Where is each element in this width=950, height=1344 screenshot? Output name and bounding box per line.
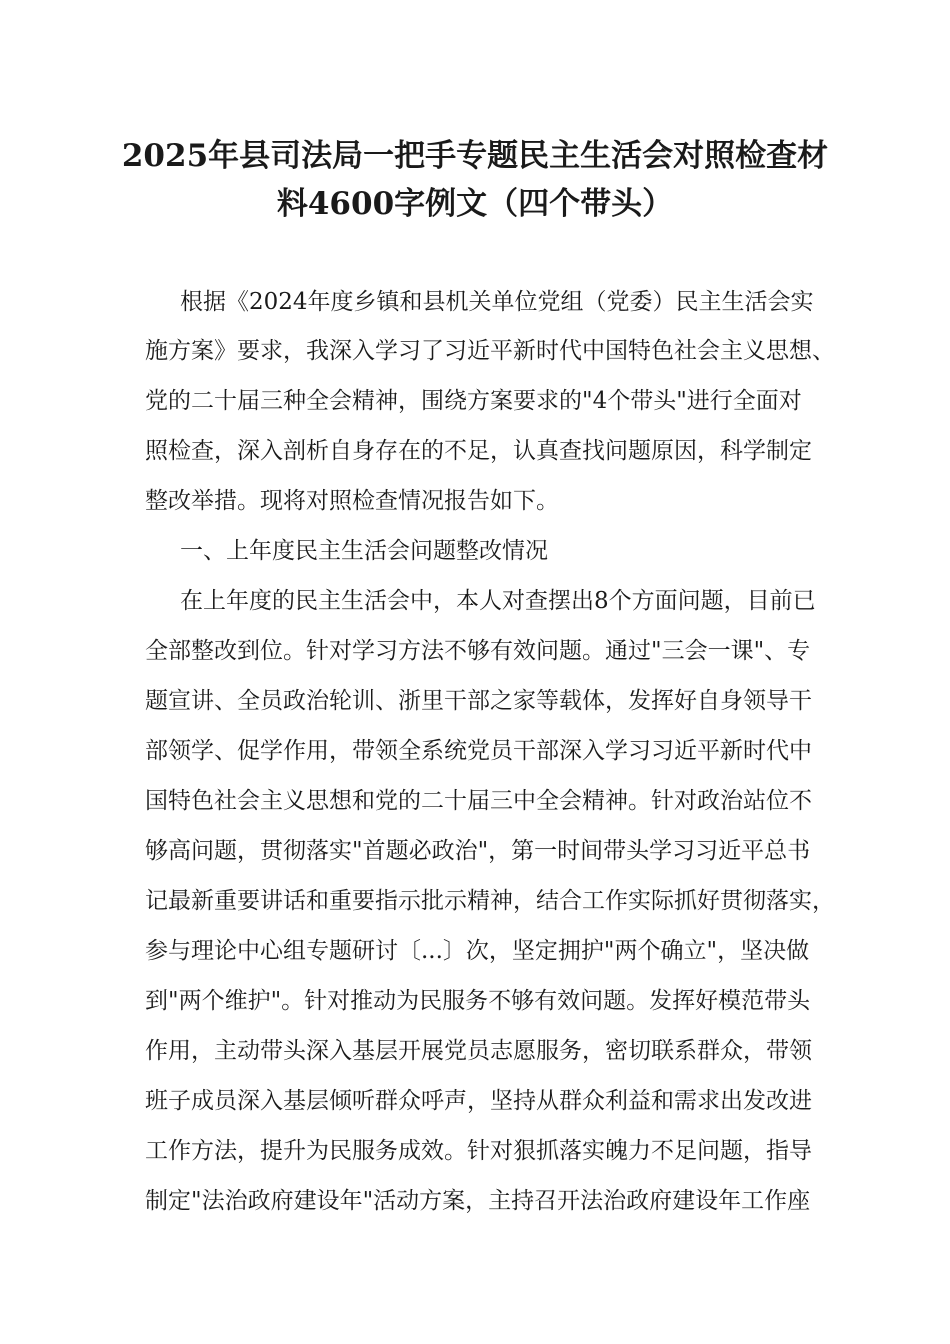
paragraph-line: 国特色社会主义思想和党的二十届三中全会精神。针对政治站位不 (145, 788, 812, 814)
paragraph-line: 够高问题，贯彻落实"首题必政治"，第一时间带头学习习近平总书 (145, 838, 811, 864)
paragraph-line: 参与理论中心组专题研讨〔...〕次，坚定拥护"两个确立"，坚决做 (145, 938, 810, 964)
paragraph-line: 整改举措。现将对照检查情况报告如下。 (145, 488, 559, 514)
paragraph-line: 记最新重要讲话和重要指示批示精神，结合工作实际抓好贯彻落实， (145, 888, 835, 914)
document-title-line-2: 料4600字例文（四个带头） (276, 186, 674, 222)
paragraph-line: 全部整改到位。针对学习方法不够有效问题。通过"三会一课"、专 (145, 638, 811, 664)
section-heading: 一、上年度民主生活会问题整改情况 (180, 538, 548, 564)
paragraph-line: 到"两个维护"。针对推动为民服务不够有效问题。发挥好模范带头 (145, 988, 811, 1014)
paragraph-line: 施方案》要求，我深入学习了习近平新时代中国特色社会主义思想、 (145, 338, 835, 364)
paragraph-line: 部领学、促学作用，带领全系统党员干部深入学习习近平新时代中 (145, 738, 812, 764)
paragraph-line: 制定"法治政府建设年"活动方案，主持召开法治政府建设年工作座 (145, 1188, 811, 1214)
paragraph-line: 照检查，深入剖析自身存在的不足，认真查找问题原因，科学制定 (145, 438, 812, 464)
paragraph-line: 在上年度的民主生活会中，本人对查摆出8个方面问题，目前已 (180, 588, 816, 614)
paragraph-line: 根据《2024年度乡镇和县机关单位党组（党委）民主生活会实 (180, 289, 814, 315)
paragraph-line: 班子成员深入基层倾听群众呼声，坚持从群众利益和需求出发改进 (145, 1088, 812, 1114)
paragraph-line: 工作方法，提升为民服务成效。针对狠抓落实魄力不足问题，指导 (145, 1138, 812, 1164)
paragraph-line: 党的二十届三种全会精神，围绕方案要求的"4个带头"进行全面对 (145, 388, 802, 414)
paragraph-line: 题宣讲、全员政治轮训、浙里干部之家等载体，发挥好自身领导干 (145, 688, 812, 714)
paragraph-line: 作用，主动带头深入基层开展党员志愿服务，密切联系群众，带领 (145, 1038, 812, 1064)
document-title-line-1: 2025年县司法局一把手专题民主生活会对照检查材 (121, 138, 829, 174)
